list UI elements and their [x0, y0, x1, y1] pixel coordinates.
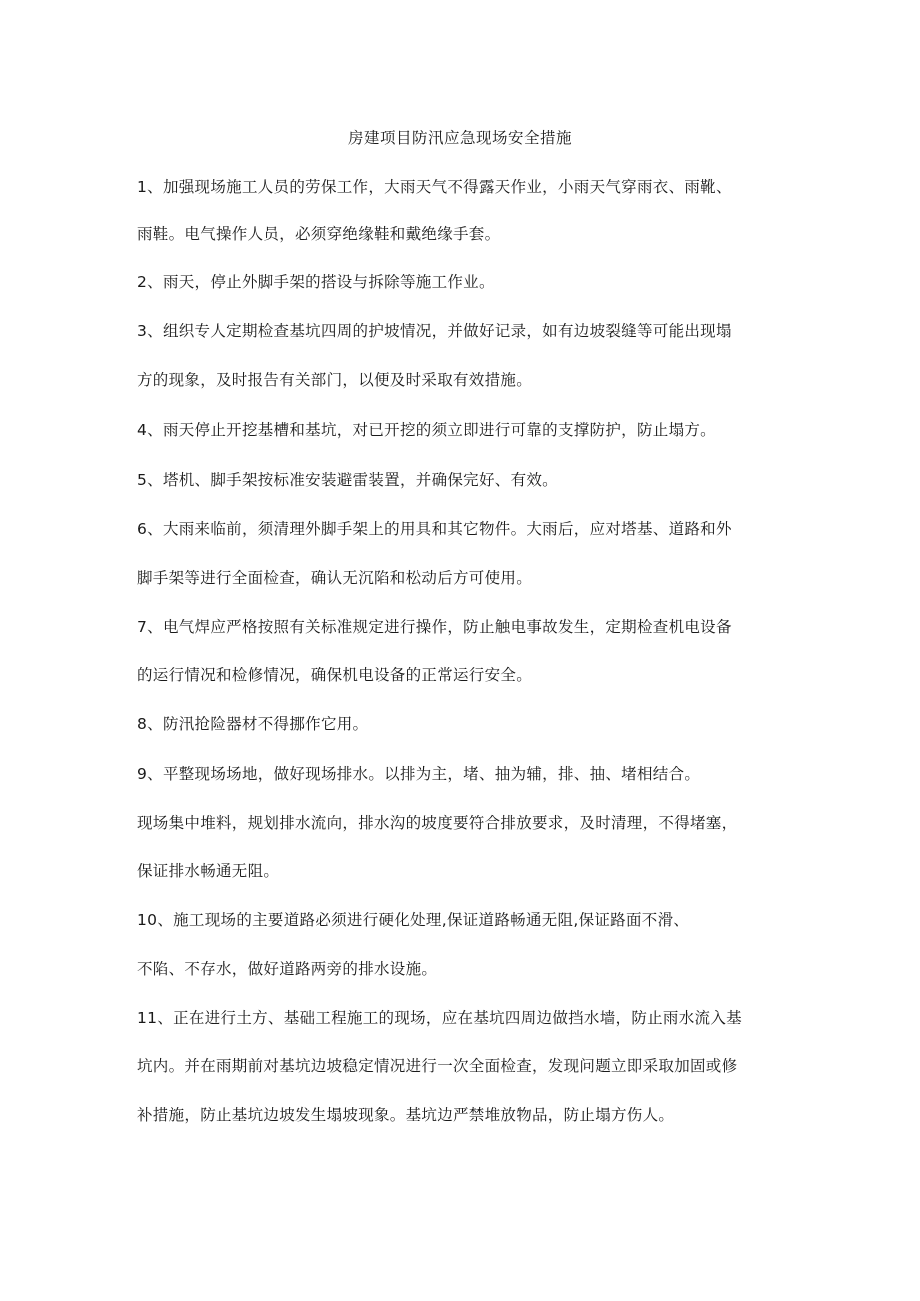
- text-line-20: 补措施，防止基坑边坡发生塌坡现象。基坑边严禁堆放物品，防止塌方伤人。: [137, 1106, 675, 1124]
- text-line-19: 坑内。并在雨期前对基坑边坡稳定情况进行一次全面检查，发现问题立即采取加固或修: [137, 1057, 738, 1075]
- document-title: 房建项目防汛应急现场安全措施: [347, 129, 572, 147]
- text-line-6: 4、雨天停止开挖基槽和基坑，对已开挖的须立即进行可靠的支撑防护，防止塌方。: [137, 421, 716, 439]
- text-line-2: 雨鞋。电气操作人员，必须穿绝缘鞋和戴绝缘手套。: [137, 225, 501, 243]
- text-line-12: 8、防汛抢险器材不得挪作它用。: [137, 715, 369, 733]
- text-line-17: 不陷、不存水，做好道路两旁的排水设施。: [137, 960, 438, 978]
- text-line-3: 2、雨天，停止外脚手架的搭设与拆除等施工作业。: [137, 273, 495, 291]
- text-line-15: 保证排水畅通无阻。: [137, 862, 280, 880]
- text-line-7: 5、塔机、脚手架按标准安装避雷装置，并确保完好、有效。: [137, 471, 558, 489]
- text-line-11: 的运行情况和检修情况，确保机电设备的正常运行安全。: [137, 666, 533, 684]
- text-line-14: 现场集中堆料，规划排水流向，排水沟的坡度要符合排放要求，及时清理，不得堵塞，: [137, 814, 738, 832]
- text-line-9: 脚手架等进行全面检查，确认无沉陷和松动后方可使用。: [137, 569, 533, 587]
- text-line-8: 6、大雨来临前，须清理外脚手架上的用具和其它物件。大雨后，应对塔基、道路和外: [137, 520, 732, 538]
- text-line-1: 1、加强现场施工人员的劳保工作，大雨天气不得露天作业，小雨天气穿雨衣、雨靴、: [137, 178, 732, 196]
- text-line-5: 方的现象，及时报告有关部门，以便及时采取有效措施。: [137, 371, 533, 389]
- text-line-4: 3、组织专人定期检查基坑四周的护坡情况，并做好记录，如有边坡裂缝等可能出现塌: [137, 322, 732, 340]
- text-line-16: 10、施工现场的主要道路必须进行硬化处理,保证道路畅通无阻,保证路面不滑、: [137, 911, 690, 929]
- text-line-13: 9、平整现场场地，做好现场排水。以排为主，堵、抽为辅，排、抽、堵相结合。: [137, 765, 701, 783]
- text-line-10: 7、电气焊应严格按照有关标准规定进行操作，防止触电事故发生，定期检查机电设备: [137, 618, 732, 636]
- text-line-18: 11、正在进行土方、基础工程施工的现场，应在基坑四周边做挡水墙，防止雨水流入基: [137, 1009, 742, 1027]
